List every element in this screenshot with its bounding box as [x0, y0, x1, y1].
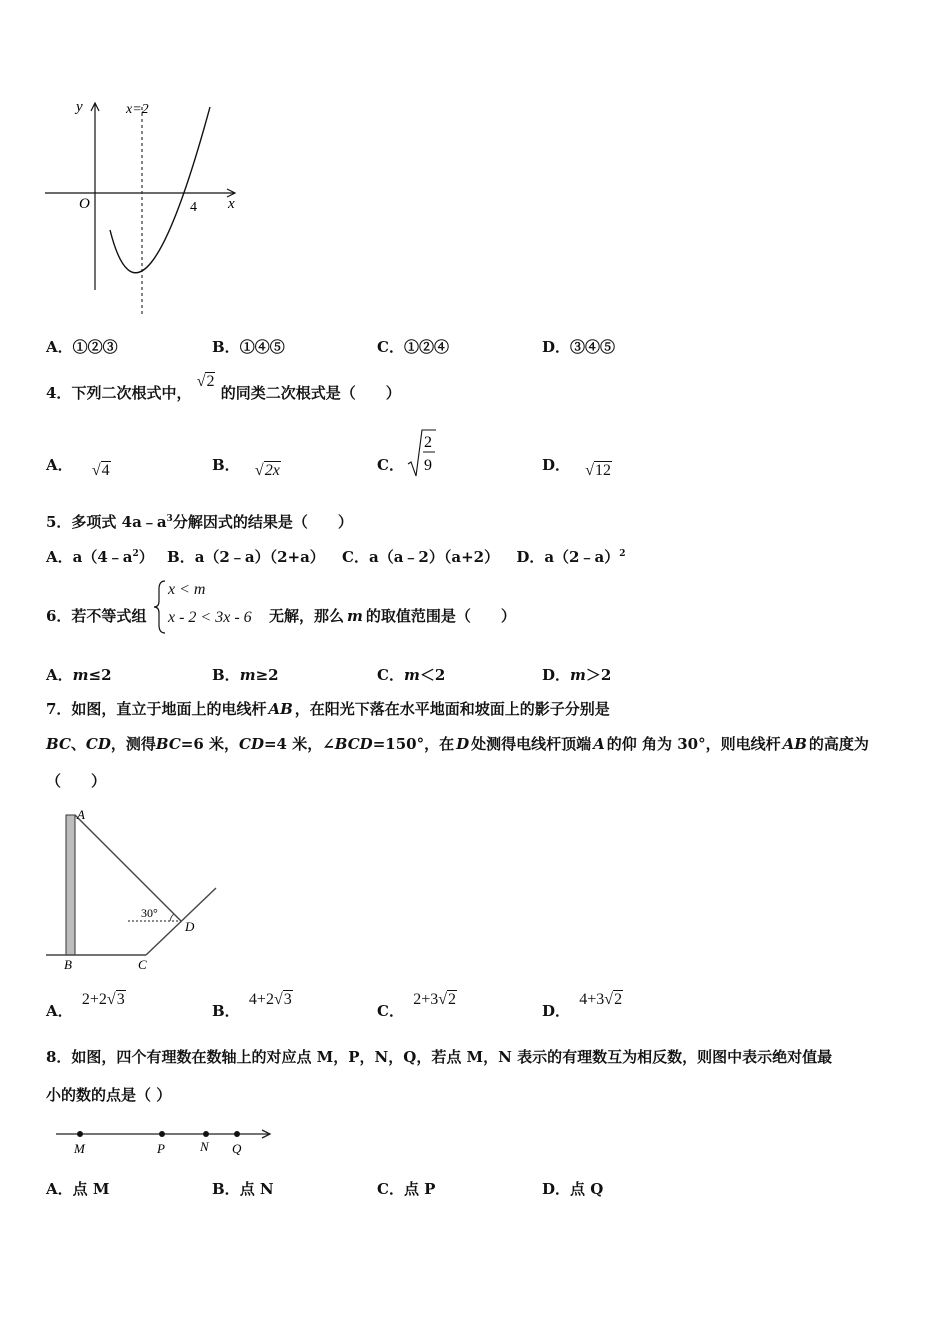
- svg-text:9: 9: [424, 457, 432, 474]
- q8-stem-line1: 8．如图，四个有理数在数轴上的对应点 M，P，N，Q，若点 M，N 表示的有理数互为相反数，则图中表示绝对值最: [46, 1048, 833, 1066]
- y-axis-label: y: [76, 99, 83, 115]
- q7-stem-line3: （ ）: [46, 772, 107, 790]
- symmetry-line-label: x=2: [126, 102, 149, 117]
- q8-option-c[interactable]: C．点 P: [377, 1180, 436, 1198]
- q7-option-a[interactable]: A． 2+2√3: [46, 991, 125, 1020]
- q3-option-d[interactable]: D．③④⑤: [542, 338, 616, 356]
- q6-option-b[interactable]: B．m≥2: [212, 666, 279, 684]
- q7-pole-figure: [40, 805, 230, 975]
- q8-stem-line2: 小的数的点是（ ）: [46, 1086, 172, 1104]
- q6-option-d[interactable]: D．m＞2: [542, 666, 612, 684]
- q4-option-c[interactable]: C．: [377, 456, 404, 474]
- q4-stem: 4．下列二次根式中， √2 的同类二次根式是（ ）: [46, 373, 401, 402]
- q6-system-line1: x < m: [168, 581, 206, 598]
- q7-option-c[interactable]: C． 2+3√2: [377, 991, 456, 1020]
- parabola-graph: [40, 95, 250, 325]
- q5-options: [46, 546, 625, 567]
- q5-option-a[interactable]: A．$a(4﹣a^2)$: [46, 548, 154, 566]
- q8-option-d[interactable]: D．点 Q: [542, 1180, 604, 1198]
- q8-number-line: [50, 1120, 280, 1160]
- q5-option-d[interactable]: D．a（2﹣a）$^2$: [516, 548, 626, 566]
- svg-text:Q: Q: [232, 1141, 242, 1156]
- q5-option-c[interactable]: C．a（a﹣2）（a+2）: [342, 548, 500, 566]
- q6-option-a[interactable]: A．m≤2: [46, 666, 112, 684]
- q3-option-c[interactable]: C．①②④: [377, 338, 449, 356]
- q4-option-a[interactable]: A． √4: [46, 456, 110, 479]
- q7-option-b[interactable]: B． 4+2√3: [212, 991, 292, 1020]
- q5-option-b[interactable]: B．a（2﹣a）（2+a）: [167, 548, 325, 566]
- point-n: [203, 1131, 209, 1137]
- q4-option-c-radical: [406, 428, 438, 480]
- q6-option-c[interactable]: C．m＜2: [377, 666, 446, 684]
- svg-text:30°: 30°: [141, 906, 158, 920]
- svg-text:C: C: [138, 957, 147, 972]
- q7-option-d[interactable]: D． 4+3√2: [542, 991, 623, 1020]
- q6-system-line2: x - 2 < 3x - 6: [168, 609, 252, 626]
- root-label: 4: [190, 200, 197, 215]
- svg-text:D: D: [185, 919, 195, 934]
- q6-brace: [153, 579, 167, 635]
- svg-text:M: M: [74, 1141, 85, 1156]
- q4-option-d[interactable]: D． √12: [542, 456, 612, 479]
- q3-option-a[interactable]: A．①②③: [46, 338, 118, 356]
- q8-option-b[interactable]: B．点 N: [212, 1180, 274, 1198]
- svg-text:A: A: [77, 807, 85, 822]
- point-p: [159, 1131, 165, 1137]
- svg-text:N: N: [200, 1139, 209, 1154]
- q4-option-b[interactable]: B． √2x: [212, 456, 280, 479]
- q5-stem: 5．多项式 $4a﹣a^3$分解因式的结果是（ ）: [46, 513, 353, 531]
- point-q: [234, 1131, 240, 1137]
- point-m: [77, 1131, 83, 1137]
- svg-text:2: 2: [424, 434, 432, 451]
- q6-stem-num: 6．若不等式组: [46, 607, 147, 625]
- svg-text:B: B: [64, 957, 72, 972]
- q7-stem-line1: 7．如图，直立于地面上的电线杆 AB ，在阳光下落在水平地面和坡面上的影子分别是: [46, 700, 610, 718]
- q8-option-a[interactable]: A．点 M: [46, 1180, 110, 1198]
- q3-option-b[interactable]: B．①④⑤: [212, 338, 285, 356]
- origin-label: O: [79, 196, 90, 212]
- q6-stem-rest: 无解，那么 m 的取值范围是（ ）: [269, 607, 516, 625]
- x-axis-label: x: [228, 196, 235, 212]
- svg-text:P: P: [157, 1141, 165, 1156]
- q7-stem-line2: BC、CD，测得BC=6 米，CD=4 米，∠BCD=150°，在 D 处测得电线杆顶端 A 的仰 角为 30°，则电线杆 AB 的高度为: [46, 735, 869, 753]
